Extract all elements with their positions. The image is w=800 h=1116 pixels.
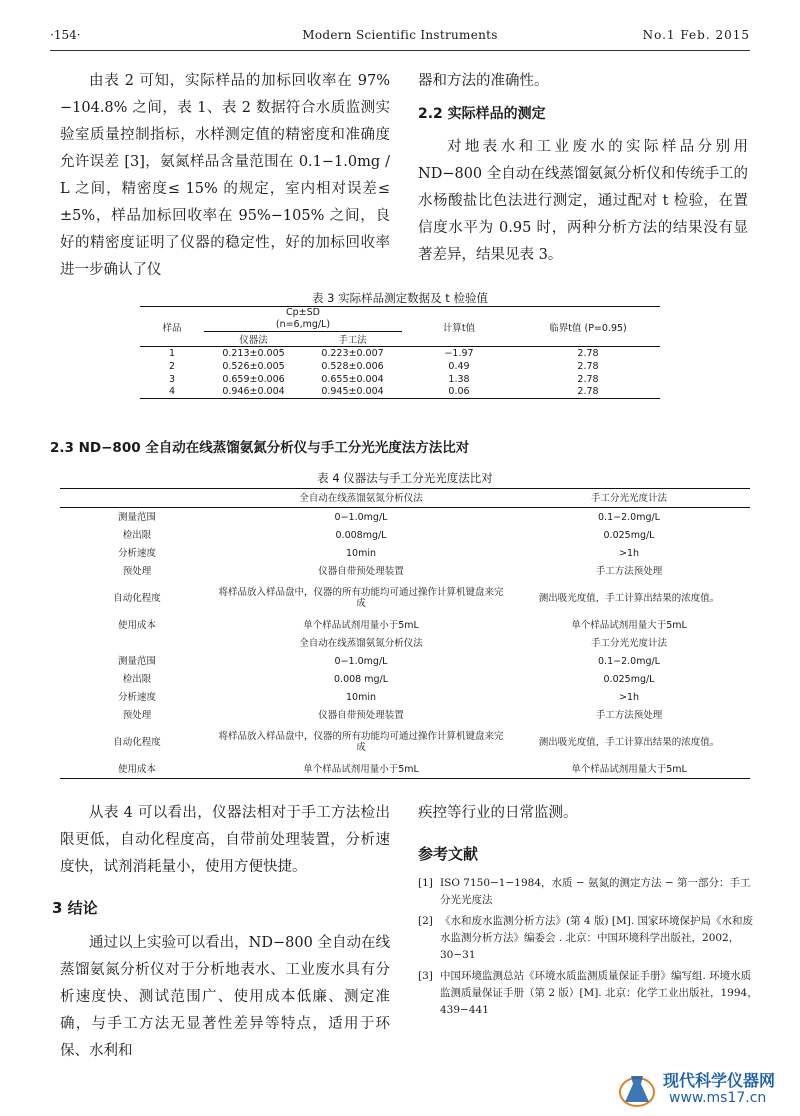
paragraph: 通过以上实验可以看出，ND−800 全自动在线蒸馏氨氮分析仪对于分析地表水、工业废水具有分析速度快、测试范围广、使用成本低廉、测定准确，与手工方法无显著性差异等特点，适用于环保、水利和 [60,935,390,1059]
table-row: 1 0.213±0.005 0.223±0.007 −1.97 2.78 [168,347,599,359]
right-column-bottom [418,800,748,868]
section-heading-3: 3 结论 [52,899,98,917]
journal-name: Modern Scientific Instruments [302,28,498,42]
table3-caption: 表 3 实际样品测定数据及 t 检验值 [312,291,488,305]
references-list [418,875,758,1023]
table-header: 临界t值 (P=0.95) [549,322,627,334]
reference-item: [2] 《水和废水监测分析方法》(第 4 版) [M]. 国家环境保护局《水和废水监测分析方法》编委会 . 北京：中国环境科学出版社，2002，30−31 [418,915,754,961]
section-heading-2-3: 2.3 ND−800 全自动在线蒸馏氨氮分析仪与手工分光光度法方法比对 [50,440,470,456]
site-logo [613,1066,788,1112]
left-column-top [60,68,390,284]
table-row: 测量范围 0−1.0mg/L 0.1−2.0mg/L [117,511,660,523]
logo-name: 现代科学仪器网 [663,1071,776,1090]
table-header: 手工分光光度计法 [590,492,667,504]
references-heading: 参考文献 [418,845,479,863]
table-header: 样品 [162,322,182,334]
reference-item: [1] ISO 7150−1−1984，水质 − 氨氮的测定方法 − 第一部分：手工分光光度法 [418,877,751,906]
paragraph: 器和方法的准确性。 [418,73,549,89]
right-column-top [418,68,748,269]
table-row: 检出限 0.008mg/L 0.025mg/L [122,529,655,541]
table-row: 2 0.526±0.005 0.528±0.006 0.49 2.78 [168,360,599,372]
table-row: 4 0.946±0.004 0.945±0.004 0.06 2.78 [140,386,660,399]
table-header: 仪器法 [239,335,268,346]
logo-url: www.ms17.cn [669,1090,767,1106]
table-row: 使用成本 单个样品试剂用量小于5mL 单个样品试剂用量大于5mL [117,619,687,631]
paragraph: 从表 4 可以看出，仪器法相对于手工方法检出限更低，自动化程度高，自带前处理装置，分析速度快，试剂消耗量小，使用方便快捷。 [60,805,390,875]
table-row: 分析速度 10min >1h [117,547,640,559]
table-header: 计算t值 [442,322,476,334]
table-row: 全自动在线蒸馏氨氮分析仪法 手工分光光度计法 [299,637,667,649]
table-header: 手工法 [338,335,367,346]
page-number: ·154· [50,28,81,42]
header-rule [50,50,750,51]
table-row: 3 0.659±0.006 0.655±0.004 1.38 2.78 [168,373,599,385]
table3 [140,306,660,399]
table-row: 检出限 0.008 mg/L 0.025mg/L [122,673,655,685]
table4-caption: 表 4 仪器法与手工分光光度法比对 [317,471,493,485]
table-row: 分析速度 10min >1h [117,691,640,703]
section-heading-2-2: 2.2 实际样品的测定 [418,106,546,122]
table-row: 预处理 仪器自带预处理装置 手工方法预处理 [122,565,663,577]
paragraph: 疾控等行业的日常监测。 [418,805,578,821]
table-row: 自动化程度 将样品放入样品盘中，仪器的所有功能均可通过操作计算机键盘来完成 测出吸光度值，手工计算出结果的浓度值。 [113,731,720,753]
paragraph: 对地表水和工业废水的实际样品分别用 ND−800 全自动在线蒸馏氨氮分析仪和传统手工的水杨酸盐比色法进行测定，通过配对 t 检验，在置信度水平为 0.95 时，两种分析方法的结果没有显著差异，结果见表 3。 [418,139,748,263]
table-row: 使用成本 单个样品试剂用量小于5mL 单个样品试剂用量大于5mL [60,760,750,779]
reference-item: [3] 中国环境监测总站《环境水质监测质量保证手册》编写组. 环境水质监测质量保证手册（第 2 版）[M]. 北京：化学工业出版社，1994，439−441 [418,970,758,1016]
left-column-bottom [52,800,390,1065]
table-row: 自动化程度 将样品放入样品盘中，仪器的所有功能均可通过操作计算机键盘来完成 测出吸光度值，手工计算出结果的浓度值。 [113,587,720,609]
table-row: 测量范围 0−1.0mg/L 0.1−2.0mg/L [117,655,660,667]
running-header [50,28,750,48]
table4 [60,488,750,779]
paragraph: 由表 2 可知，实际样品的加标回收率在 97%−104.8% 之间，表 1、表 2 数据符合水质监测实验室质量控制指标，水样测定值的精密度和准确度允许误差 [3]，氨氮样品含量范围在 0.1−1.0mg / L 之间，精密度≤ 15% 的规定，室内相对误差≤ ±5%，样品加标回收率在 95%−105% 之间，良好的精密度证明了仪器的稳定性，好的加标回收率进一步确认了仪 [60,73,390,278]
table-header: Cp±SD (n=6,mg/L) [204,307,402,332]
issue-info: No.1 Feb. 2015 [642,28,750,42]
table-header: 全自动在线蒸馏氨氮分析仪法 [299,492,423,504]
table-row: 预处理 仪器自带预处理装置 手工方法预处理 [122,709,663,721]
